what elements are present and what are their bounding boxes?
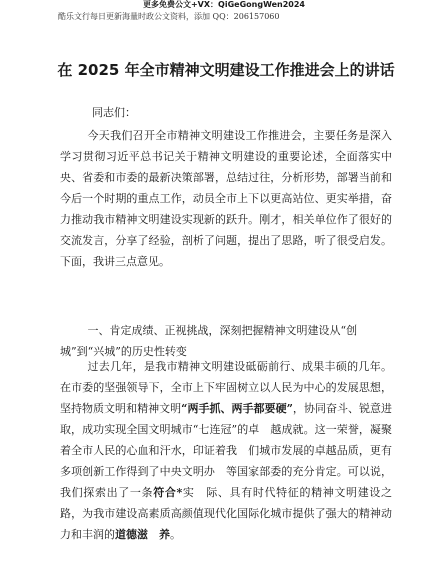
paragraph-text: ，协同奋斗、锐意进取，成功实现全国文明城市“七连冠”的卓 越成就。这一荣誉，凝聚着全市人民的心血和汗水，印证着我 们城市发展的卓越品质，更有多项创新工作得到了中央文明办 等国家部委的充分肯定。可以说，我们探索出了一条: [60, 402, 393, 499]
paragraph-achievements: [60, 356, 392, 545]
paragraph-text: 。: [170, 528, 181, 541]
header-source-line: 酷乐文行每日更新海量时政公文资料，添加 QQ：206157060: [58, 12, 280, 21]
emphasis-text: 道德滋 养: [115, 528, 170, 541]
section-heading-1: 一、肯定成绩、正视挑战，深刻把握精神文明建设从“创城”到“兴城”的历史性转变: [60, 324, 358, 358]
emphasis-text: 符合*: [153, 486, 183, 499]
document-title: 在 2025 年全市精神文明建设工作推进会上的讲话: [57, 61, 395, 79]
paragraph-text: 实 际、具有时代特征的精神文明建设之路，为我市建设高素质高颜值现代化国际化城市提供了强大的精神动力和丰润的: [60, 486, 393, 541]
header-promo-line: 更多免费公文+VX：QiGeGongWen2024: [142, 0, 305, 9]
greeting: 同志们：: [92, 106, 136, 119]
paragraph-text: 过去几年，是我市精神文明建设砥砺前行、成果丰硕的几年。在市委的坚强领导下，全市上下牢固树立以人民为中心的发展思想，坚持物质文明和精神文明: [60, 360, 392, 415]
paragraph-intro: 今天我们召开全市精神文明建设工作推进会，主要任务是深入学习贯彻习近平总书记关于精神文明建设的重要论述，全面落实中央、省委和市委的最新决策部署，总结过往，分析形势，部署当前和今后一个时期的重点工作，动员全市上下以更高站位、更实举措，奋力推动我市精神文明建设实现新的跃升。刚才，相关单位作了很好的交流发言，分享了经验，剖析了问题，提出了思路，听了很受启发。下面，我讲三点意见。: [60, 129, 392, 268]
emphasis-text: “两手抓、两手都要硬”: [181, 402, 293, 415]
